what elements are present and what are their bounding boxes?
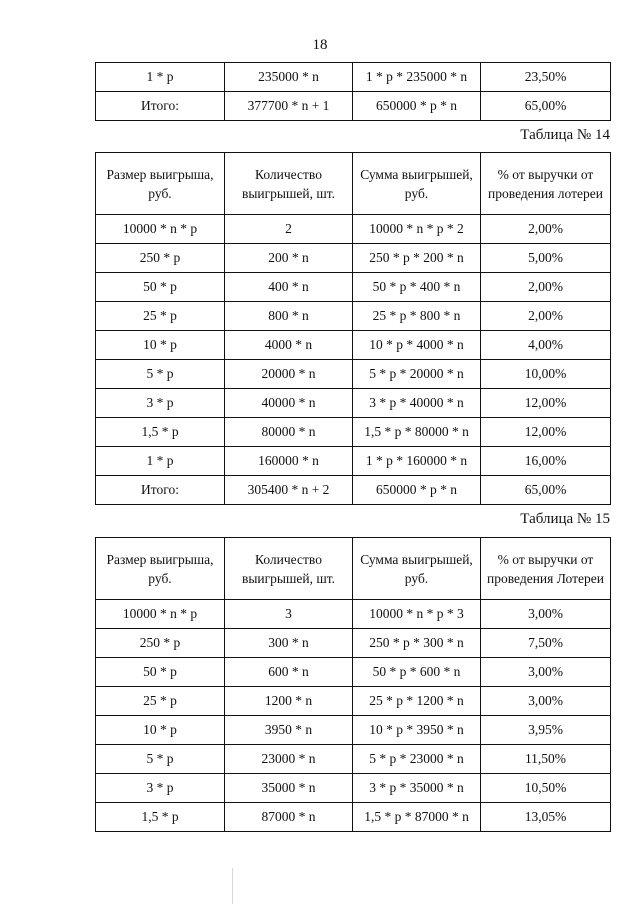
table-row — [96, 273, 611, 302]
cell-prize-size: 10 * p — [96, 716, 225, 745]
cell-prize-sum: 250 * p * 200 * n — [353, 244, 481, 273]
cell-prize-size: 1 * p — [96, 447, 225, 476]
cell-prize-size: 5 * p — [96, 745, 225, 774]
cell-prize-count: 235000 * n — [225, 63, 353, 92]
cell-prize-count: 400 * n — [225, 273, 353, 302]
table-row — [96, 215, 611, 244]
cell-revenue-percent: 5,00% — [481, 244, 611, 273]
table-row — [96, 360, 611, 389]
table-body — [96, 215, 611, 505]
table-row — [96, 389, 611, 418]
cell-prize-sum: 25 * p * 800 * n — [353, 302, 481, 331]
cell-prize-count: 35000 * n — [225, 774, 353, 803]
column-header-prize-size: Размер выигрыша, руб. — [96, 153, 225, 215]
table-14-caption: Таблица № 14 — [520, 127, 610, 143]
cell-prize-count: 305400 * n + 2 — [225, 476, 353, 505]
cell-prize-count: 200 * n — [225, 244, 353, 273]
cell-prize-sum: 250 * p * 300 * n — [353, 629, 481, 658]
cell-prize-count: 87000 * n — [225, 803, 353, 832]
cell-prize-sum: 1 * p * 235000 * n — [353, 63, 481, 92]
cell-prize-count: 4000 * n — [225, 331, 353, 360]
cell-prize-sum: 10000 * n * p * 2 — [353, 215, 481, 244]
column-header-prize-size: Размер выигрыша, руб. — [96, 538, 225, 600]
table-header-row — [96, 538, 611, 600]
table-row — [96, 302, 611, 331]
table-body — [96, 600, 611, 832]
cell-prize-count: 377700 * n + 1 — [225, 92, 353, 121]
cell-prize-count: 160000 * n — [225, 447, 353, 476]
cell-revenue-percent: 2,00% — [481, 215, 611, 244]
cell-prize-count: 300 * n — [225, 629, 353, 658]
table-row — [96, 716, 611, 745]
table-15-caption: Таблица № 15 — [520, 511, 610, 527]
prize-table-14 — [95, 152, 611, 505]
cell-prize-count: 1200 * n — [225, 687, 353, 716]
cell-revenue-percent: 4,00% — [481, 331, 611, 360]
cell-revenue-percent: 12,00% — [481, 389, 611, 418]
cell-revenue-percent: 3,95% — [481, 716, 611, 745]
page-number: 18 — [312, 37, 328, 53]
cell-prize-sum: 3 * p * 35000 * n — [353, 774, 481, 803]
table-row — [96, 447, 611, 476]
cell-revenue-percent: 3,00% — [481, 658, 611, 687]
cell-prize-sum: 10000 * n * p * 3 — [353, 600, 481, 629]
cell-prize-size: 25 * p — [96, 687, 225, 716]
cell-prize-count: 3 — [225, 600, 353, 629]
prize-table-continued — [95, 62, 611, 121]
column-header-prize-count: Количество выигрышей, шт. — [225, 153, 353, 215]
cell-prize-size: 10000 * n * p — [96, 600, 225, 629]
cell-prize-size: 3 * p — [96, 774, 225, 803]
cell-prize-sum: 650000 * p * n — [353, 476, 481, 505]
cell-prize-count: 3950 * n — [225, 716, 353, 745]
cell-prize-size: 250 * p — [96, 629, 225, 658]
scan-artifact-line — [232, 868, 233, 904]
cell-prize-sum: 650000 * p * n — [353, 92, 481, 121]
cell-prize-size: 50 * p — [96, 658, 225, 687]
cell-prize-count: 800 * n — [225, 302, 353, 331]
cell-prize-size: 250 * p — [96, 244, 225, 273]
cell-prize-count: 600 * n — [225, 658, 353, 687]
cell-prize-size: 1,5 * p — [96, 418, 225, 447]
cell-prize-size: 10 * p — [96, 331, 225, 360]
column-header-revenue-percent: % от выручки от проведения лотереи — [481, 153, 611, 215]
table-row — [96, 600, 611, 629]
cell-revenue-percent: 11,50% — [481, 745, 611, 774]
table-row — [96, 244, 611, 273]
cell-prize-size: 25 * p — [96, 302, 225, 331]
cell-revenue-percent: 23,50% — [481, 63, 611, 92]
table-row — [96, 63, 611, 92]
cell-prize-sum: 10 * p * 3950 * n — [353, 716, 481, 745]
table-row — [96, 745, 611, 774]
cell-prize-sum: 1,5 * p * 87000 * n — [353, 803, 481, 832]
cell-revenue-percent: 2,00% — [481, 302, 611, 331]
cell-prize-sum: 10 * p * 4000 * n — [353, 331, 481, 360]
table-row — [96, 774, 611, 803]
table-row — [96, 418, 611, 447]
cell-prize-size: 1,5 * p — [96, 803, 225, 832]
cell-prize-count: 2 — [225, 215, 353, 244]
cell-prize-sum: 5 * p * 23000 * n — [353, 745, 481, 774]
cell-prize-sum: 3 * p * 40000 * n — [353, 389, 481, 418]
table-row — [96, 92, 611, 121]
prize-table-15 — [95, 537, 611, 832]
cell-revenue-percent: 13,05% — [481, 803, 611, 832]
table-row — [96, 658, 611, 687]
cell-prize-sum: 50 * p * 400 * n — [353, 273, 481, 302]
cell-revenue-percent: 7,50% — [481, 629, 611, 658]
cell-prize-sum: 25 * p * 1200 * n — [353, 687, 481, 716]
cell-revenue-percent: 65,00% — [481, 476, 611, 505]
cell-prize-size: 10000 * n * p — [96, 215, 225, 244]
table-row — [96, 476, 611, 505]
cell-prize-size: Итого: — [96, 92, 225, 121]
cell-revenue-percent: 10,50% — [481, 774, 611, 803]
cell-prize-sum: 1,5 * p * 80000 * n — [353, 418, 481, 447]
cell-prize-size: 1 * p — [96, 63, 225, 92]
cell-prize-size: 50 * p — [96, 273, 225, 302]
cell-revenue-percent: 16,00% — [481, 447, 611, 476]
cell-revenue-percent: 2,00% — [481, 273, 611, 302]
cell-prize-sum: 1 * p * 160000 * n — [353, 447, 481, 476]
table-row — [96, 687, 611, 716]
cell-prize-size: Итого: — [96, 476, 225, 505]
table-body — [96, 63, 611, 121]
column-header-prize-sum: Сумма выигрышей, руб. — [353, 153, 481, 215]
cell-prize-size: 3 * p — [96, 389, 225, 418]
cell-revenue-percent: 12,00% — [481, 418, 611, 447]
cell-revenue-percent: 3,00% — [481, 600, 611, 629]
cell-revenue-percent: 3,00% — [481, 687, 611, 716]
table-row — [96, 629, 611, 658]
cell-revenue-percent: 65,00% — [481, 92, 611, 121]
cell-prize-size: 5 * p — [96, 360, 225, 389]
table-header-row — [96, 153, 611, 215]
cell-prize-count: 23000 * n — [225, 745, 353, 774]
table-row — [96, 331, 611, 360]
cell-prize-count: 20000 * n — [225, 360, 353, 389]
cell-prize-count: 40000 * n — [225, 389, 353, 418]
column-header-revenue-percent: % от выручки от проведения Лотереи — [481, 538, 611, 600]
column-header-prize-sum: Сумма выигрышей, руб. — [353, 538, 481, 600]
table-row — [96, 803, 611, 832]
column-header-prize-count: Количество выигрышей, шт. — [225, 538, 353, 600]
cell-revenue-percent: 10,00% — [481, 360, 611, 389]
cell-prize-sum: 5 * p * 20000 * n — [353, 360, 481, 389]
cell-prize-count: 80000 * n — [225, 418, 353, 447]
cell-prize-sum: 50 * p * 600 * n — [353, 658, 481, 687]
